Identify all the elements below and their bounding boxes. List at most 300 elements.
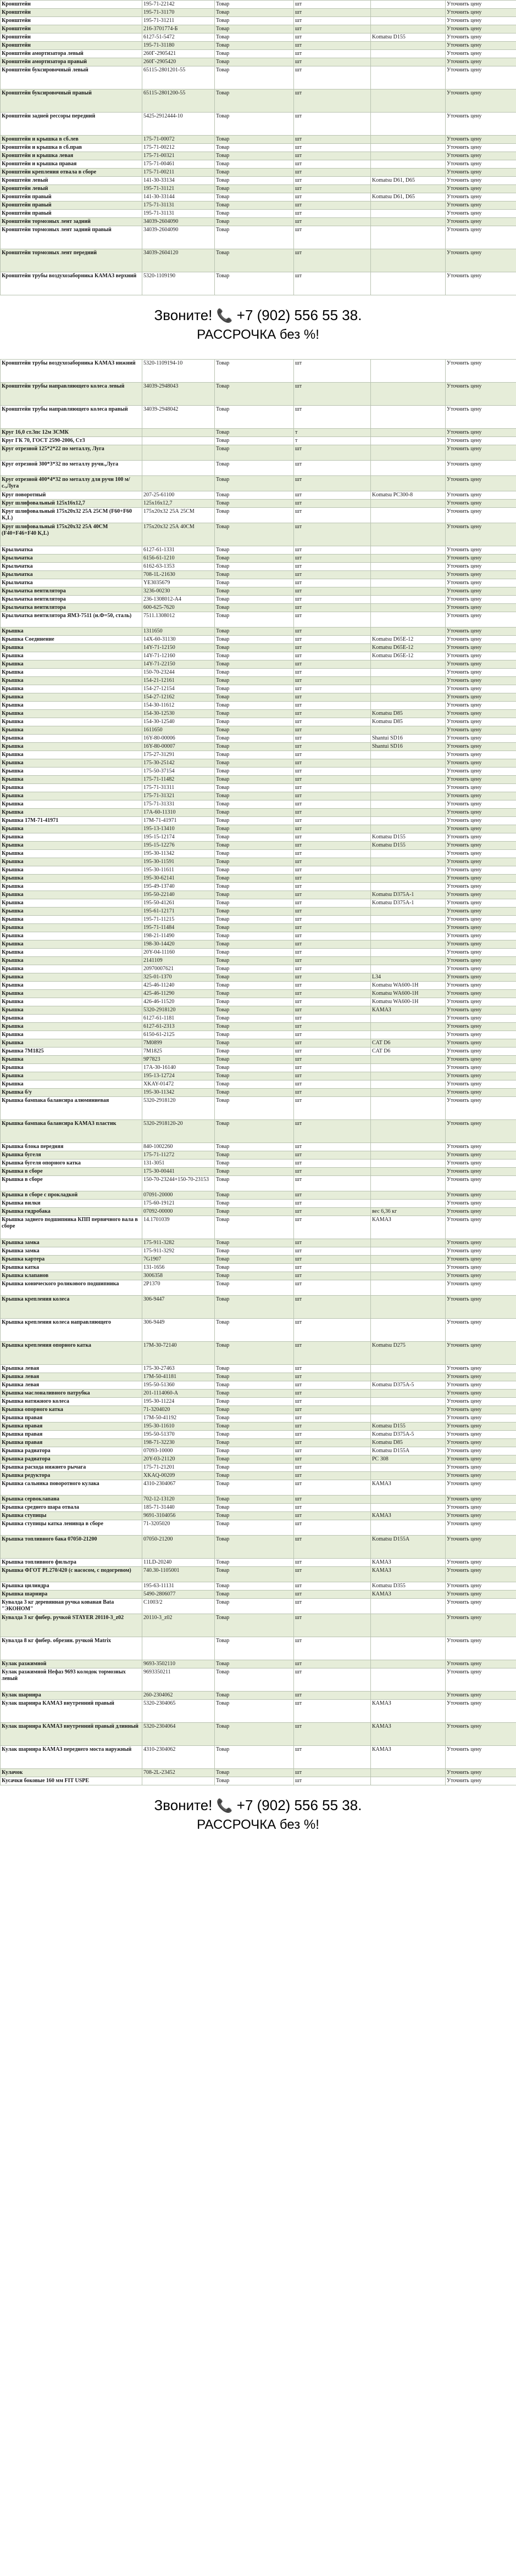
applicability xyxy=(371,702,446,710)
table-row xyxy=(1,1280,516,1296)
price-request-link[interactable]: Уточнить цену xyxy=(446,9,516,17)
price-request-link[interactable]: Уточнить цену xyxy=(446,718,516,726)
price-request-link[interactable]: Уточнить цену xyxy=(446,1439,516,1447)
price-request-link[interactable]: Уточнить цену xyxy=(446,406,516,429)
price-request-link[interactable]: Уточнить цену xyxy=(446,579,516,587)
price-request-link[interactable]: Уточнить цену xyxy=(446,702,516,710)
unit: шт xyxy=(294,1582,371,1591)
price-request-link[interactable]: Уточнить цену xyxy=(446,1031,516,1039)
price-request-link[interactable]: Уточнить цену xyxy=(446,850,516,858)
part-number: 141-30-33134 xyxy=(142,177,215,185)
price-request-link[interactable]: Уточнить цену xyxy=(446,759,516,768)
table-row xyxy=(1,1064,516,1072)
product-name: Крышка расхода нижнего рычага xyxy=(1,1464,142,1472)
item-type: Товар xyxy=(215,1591,294,1599)
product-name: Кронштейн трубы воздухозаборника КАМАЗ верхний xyxy=(1,272,142,295)
price-request-link[interactable]: Уточнить цену xyxy=(446,652,516,660)
table-row xyxy=(1,169,516,177)
price-request-link[interactable]: Уточнить цену xyxy=(446,965,516,973)
applicability xyxy=(371,113,446,136)
unit: шт xyxy=(294,1143,371,1151)
price-request-link[interactable]: Уточнить цену xyxy=(446,1414,516,1423)
price-request-link[interactable]: Уточнить цену xyxy=(446,1496,516,1504)
applicability xyxy=(371,596,446,604)
product-name: Крышка крепления колеса направляющего xyxy=(1,1319,142,1342)
price-request-link[interactable]: Уточнить цену xyxy=(446,908,516,916)
table-row xyxy=(1,1464,516,1472)
price-request-link[interactable]: Уточнить цену xyxy=(446,743,516,751)
applicability xyxy=(371,932,446,940)
price-request-link[interactable]: Уточнить цену xyxy=(446,508,516,523)
product-name: Крышка катка xyxy=(1,1264,142,1272)
price-request-link[interactable]: Уточнить цену xyxy=(446,360,516,383)
product-name: Кронштейн тормозных лент задний правый xyxy=(1,226,142,249)
applicability xyxy=(371,1264,446,1272)
table-row xyxy=(1,1031,516,1039)
applicability: L34 xyxy=(371,973,446,982)
applicability xyxy=(371,940,446,949)
price-request-link[interactable]: Уточнить цену xyxy=(446,1464,516,1472)
product-name: Крыльчатка xyxy=(1,579,142,587)
price-request-link[interactable]: Уточнить цену xyxy=(446,546,516,555)
price-request-link[interactable]: Уточнить цену xyxy=(446,751,516,759)
price-request-link[interactable]: Уточнить цену xyxy=(446,1668,516,1692)
applicability xyxy=(371,185,446,193)
unit: шт xyxy=(294,508,371,523)
item-type: Товар xyxy=(215,1365,294,1373)
part-number: 3236-00230 xyxy=(142,587,215,596)
price-request-link[interactable]: Уточнить цену xyxy=(446,1015,516,1023)
price-request-link[interactable]: Уточнить цену xyxy=(446,1520,516,1536)
applicability xyxy=(371,768,446,776)
unit: шт xyxy=(294,461,371,476)
part-number: 195-71-11215 xyxy=(142,916,215,924)
table-row xyxy=(1,718,516,726)
unit: шт xyxy=(294,9,371,17)
price-request-link[interactable]: Уточнить цену xyxy=(446,858,516,866)
promo-phone[interactable]: +7 (902) 556 55 38. xyxy=(236,1797,362,1813)
price-request-link[interactable]: Уточнить цену xyxy=(446,1769,516,1777)
price-request-link[interactable]: Уточнить цену xyxy=(446,1072,516,1080)
item-type: Товар xyxy=(215,792,294,800)
price-request-link[interactable]: Уточнить цену xyxy=(446,185,516,193)
price-request-link[interactable]: Уточнить цену xyxy=(446,990,516,998)
price-request-link[interactable]: Уточнить цену xyxy=(446,571,516,579)
unit: шт xyxy=(294,1480,371,1496)
price-request-link[interactable]: Уточнить цену xyxy=(446,193,516,201)
item-type: Товар xyxy=(215,555,294,563)
price-request-link[interactable]: Уточнить цену xyxy=(446,136,516,144)
price-request-link[interactable]: Уточнить цену xyxy=(446,555,516,563)
price-request-link[interactable]: Уточнить цену xyxy=(446,726,516,735)
price-request-link[interactable]: Уточнить цену xyxy=(446,1373,516,1381)
unit: шт xyxy=(294,1239,371,1247)
promo-phone[interactable]: +7 (902) 556 55 38. xyxy=(236,307,362,323)
table-row xyxy=(1,113,516,136)
price-request-link[interactable]: Уточнить цену xyxy=(446,924,516,932)
unit: шт xyxy=(294,1080,371,1089)
price-request-link[interactable]: Уточнить цену xyxy=(446,1191,516,1200)
price-request-link[interactable]: Уточнить цену xyxy=(446,1006,516,1015)
item-type: Товар xyxy=(215,809,294,817)
price-request-link[interactable]: Уточнить цену xyxy=(446,1512,516,1520)
price-request-link[interactable]: Уточнить цену xyxy=(446,218,516,226)
price-request-link[interactable]: Уточнить цену xyxy=(446,1048,516,1056)
part-number: 16Y-80-00006 xyxy=(142,735,215,743)
price-request-link[interactable]: Уточнить цену xyxy=(446,177,516,185)
product-name: Крышка в сборе с прокладкой xyxy=(1,1191,142,1200)
price-request-link[interactable]: Уточнить цену xyxy=(446,1536,516,1559)
price-request-link[interactable]: Уточнить цену xyxy=(446,1200,516,1208)
price-request-link[interactable]: Уточнить цену xyxy=(446,833,516,842)
price-request-link[interactable]: Уточнить цену xyxy=(446,825,516,833)
applicability: КАМАЗ xyxy=(371,1567,446,1582)
unit: шт xyxy=(294,875,371,883)
price-request-link[interactable]: Уточнить цену xyxy=(446,33,516,42)
item-type: Товар xyxy=(215,636,294,644)
price-request-link[interactable]: Уточнить цену xyxy=(446,1160,516,1168)
table-row xyxy=(1,1723,516,1746)
table-row xyxy=(1,1660,516,1668)
applicability xyxy=(371,800,446,809)
applicability xyxy=(371,693,446,702)
applicability xyxy=(371,875,446,883)
part-number: 07091-20000 xyxy=(142,1191,215,1200)
applicability xyxy=(371,249,446,272)
price-request-link[interactable]: Уточнить цену xyxy=(446,883,516,891)
price-request-link[interactable]: Уточнить цену xyxy=(446,1660,516,1668)
applicability xyxy=(371,9,446,17)
price-request-link[interactable]: Уточнить цену xyxy=(446,1247,516,1256)
price-request-link[interactable]: Уточнить цену xyxy=(446,445,516,461)
price-request-link[interactable]: Уточнить цену xyxy=(446,1746,516,1769)
price-request-link[interactable]: Уточнить цену xyxy=(446,476,516,491)
product-name: Крышка правая xyxy=(1,1439,142,1447)
table-row xyxy=(1,1692,516,1700)
product-name: Крышка сальника поворотного кулака xyxy=(1,1480,142,1496)
applicability: Komatsu D375A-5 xyxy=(371,1381,446,1390)
price-request-link[interactable]: Уточнить цену xyxy=(446,1319,516,1342)
price-request-link[interactable]: Уточнить цену xyxy=(446,1168,516,1176)
product-name: Кронштейн xyxy=(1,17,142,25)
price-request-link[interactable]: Уточнить цену xyxy=(446,809,516,817)
applicability xyxy=(371,383,446,406)
table-row xyxy=(1,17,516,25)
price-request-link[interactable]: Уточнить цену xyxy=(446,437,516,445)
part-number: 65115-2801200-55 xyxy=(142,89,215,113)
table-row xyxy=(1,1599,516,1614)
price-request-link[interactable]: Уточнить цену xyxy=(446,500,516,508)
price-request-link[interactable]: Уточнить цену xyxy=(446,1423,516,1431)
price-request-link[interactable]: Уточнить цену xyxy=(446,1039,516,1048)
price-request-link[interactable]: Уточнить цену xyxy=(446,461,516,476)
price-request-link[interactable]: Уточнить цену xyxy=(446,768,516,776)
price-request-link[interactable]: Уточнить цену xyxy=(446,669,516,677)
price-request-link[interactable]: Уточнить цену xyxy=(446,800,516,809)
unit: шт xyxy=(294,152,371,160)
price-request-link[interactable]: Уточнить цену xyxy=(446,1700,516,1723)
item-type: Товар xyxy=(215,710,294,718)
price-request-link[interactable]: Уточнить цену xyxy=(446,1582,516,1591)
price-request-link[interactable]: Уточнить цену xyxy=(446,1064,516,1072)
price-request-link[interactable]: Уточнить цену xyxy=(446,1614,516,1637)
price-request-link[interactable]: Уточнить цену xyxy=(446,1777,516,1785)
price-request-link[interactable]: Уточнить цену xyxy=(446,152,516,160)
price-request-link[interactable]: Уточнить цену xyxy=(446,677,516,685)
price-request-link[interactable]: Уточнить цену xyxy=(446,685,516,693)
price-request-link[interactable]: Уточнить цену xyxy=(446,25,516,33)
price-request-link[interactable]: Уточнить цену xyxy=(446,1504,516,1512)
price-request-link[interactable]: Уточнить цену xyxy=(446,1381,516,1390)
unit: шт xyxy=(294,596,371,604)
price-request-link[interactable]: Уточнить цену xyxy=(446,383,516,406)
unit: шт xyxy=(294,1031,371,1039)
price-request-link[interactable]: Уточнить цену xyxy=(446,1120,516,1143)
price-request-link[interactable]: Уточнить цену xyxy=(446,210,516,218)
price-request-link[interactable]: Уточнить цену xyxy=(446,429,516,437)
price-request-link[interactable]: Уточнить цену xyxy=(446,660,516,669)
price-request-link[interactable]: Уточнить цену xyxy=(446,973,516,982)
table-row xyxy=(1,751,516,759)
price-request-link[interactable]: Уточнить цену xyxy=(446,693,516,702)
part-number: 154-30-11612 xyxy=(142,702,215,710)
price-request-link[interactable]: Уточнить цену xyxy=(446,1208,516,1216)
price-request-link[interactable]: Уточнить цену xyxy=(446,842,516,850)
price-request-link[interactable]: Уточнить цену xyxy=(446,1567,516,1582)
price-request-link[interactable]: Уточнить цену xyxy=(446,1239,516,1247)
price-request-link[interactable]: Уточнить цену xyxy=(446,587,516,596)
applicability xyxy=(371,58,446,66)
table-row xyxy=(1,891,516,899)
part-number: 14Y-71-22150 xyxy=(142,660,215,669)
product-name: Кувалда 3 кг деревянная ручка кованая Bata "ЭКОНОМ" xyxy=(1,1599,142,1614)
part-number: 708-1L-21630 xyxy=(142,571,215,579)
item-type: Товар xyxy=(215,25,294,33)
price-request-link[interactable]: Уточнить цену xyxy=(446,1089,516,1097)
applicability: Komatsu D375A-1 xyxy=(371,891,446,899)
part-number: 198-71-32230 xyxy=(142,1439,215,1447)
price-request-link[interactable]: Уточнить цену xyxy=(446,1296,516,1319)
product-name: Крыльчатка xyxy=(1,571,142,579)
price-request-link[interactable]: Уточнить цену xyxy=(446,735,516,743)
price-request-link[interactable]: Уточнить цену xyxy=(446,523,516,546)
price-request-link[interactable]: Уточнить цену xyxy=(446,1216,516,1239)
unit: шт xyxy=(294,726,371,735)
price-request-link[interactable]: Уточнить цену xyxy=(446,249,516,272)
price-request-link[interactable]: Уточнить цену xyxy=(446,636,516,644)
table-row xyxy=(1,875,516,883)
product-name: Крышка вилки xyxy=(1,1200,142,1208)
table-row xyxy=(1,210,516,218)
part-number: 131-1656 xyxy=(142,1264,215,1272)
unit: шт xyxy=(294,784,371,792)
price-request-link[interactable]: Уточнить цену xyxy=(446,710,516,718)
price-request-link[interactable]: Уточнить цену xyxy=(446,1406,516,1414)
table-row xyxy=(1,1097,516,1120)
table-row xyxy=(1,1637,516,1660)
price-request-link[interactable]: Уточнить цену xyxy=(446,1,516,9)
table-row xyxy=(1,406,516,429)
part-number: 6127-51-5472 xyxy=(142,33,215,42)
applicability: CAT D6 xyxy=(371,1048,446,1056)
price-request-link[interactable]: Уточнить цену xyxy=(446,644,516,652)
price-request-link[interactable]: Уточнить цену xyxy=(446,144,516,152)
item-type: Товар xyxy=(215,571,294,579)
unit: шт xyxy=(294,1769,371,1777)
price-request-link[interactable]: Уточнить цену xyxy=(446,1023,516,1031)
unit: шт xyxy=(294,177,371,185)
unit: шт xyxy=(294,491,371,500)
item-type: Товар xyxy=(215,1439,294,1447)
price-request-link[interactable]: Уточнить цену xyxy=(446,1056,516,1064)
product-name: Крышка бугеля xyxy=(1,1151,142,1160)
unit: шт xyxy=(294,693,371,702)
price-request-link[interactable]: Уточнить цену xyxy=(446,982,516,990)
part-number: 260-2304062 xyxy=(142,1692,215,1700)
price-request-link[interactable]: Уточнить цену xyxy=(446,1637,516,1660)
price-request-link[interactable]: Уточнить цену xyxy=(446,1455,516,1464)
price-request-link[interactable]: Уточнить цену xyxy=(446,891,516,899)
table-row xyxy=(1,437,516,445)
table-row xyxy=(1,1216,516,1239)
price-request-link[interactable]: Уточнить цену xyxy=(446,42,516,50)
applicability xyxy=(371,360,446,383)
price-request-link[interactable]: Уточнить цену xyxy=(446,817,516,825)
price-request-link[interactable]: Уточнить цену xyxy=(446,1143,516,1151)
price-request-link[interactable]: Уточнить цену xyxy=(446,596,516,604)
product-name: Кронштейн амортизатора правый xyxy=(1,58,142,66)
part-number: 195-71-31170 xyxy=(142,9,215,17)
price-request-link[interactable]: Уточнить цену xyxy=(446,1342,516,1365)
price-request-link[interactable]: Уточнить цену xyxy=(446,1365,516,1373)
price-request-link[interactable]: Уточнить цену xyxy=(446,1447,516,1455)
price-request-link[interactable]: Уточнить цену xyxy=(446,66,516,89)
price-request-link[interactable]: Уточнить цену xyxy=(446,916,516,924)
unit: шт xyxy=(294,850,371,858)
price-request-link[interactable]: Уточнить цену xyxy=(446,160,516,169)
applicability: Komatsu WA600-1H xyxy=(371,998,446,1006)
price-request-link[interactable]: Уточнить цену xyxy=(446,89,516,113)
applicability xyxy=(371,1056,446,1064)
table-row xyxy=(1,965,516,973)
price-request-link[interactable]: Уточнить цену xyxy=(446,563,516,571)
unit: шт xyxy=(294,1151,371,1160)
part-number: 7G1907 xyxy=(142,1256,215,1264)
price-request-link[interactable]: Уточнить цену xyxy=(446,957,516,965)
unit: шт xyxy=(294,1692,371,1700)
item-type: Товар xyxy=(215,169,294,177)
product-name: Крышка ФГОТ PL270/420 (с насосом, с подогревом) xyxy=(1,1567,142,1582)
price-request-link[interactable]: Уточнить цену xyxy=(446,1599,516,1614)
price-request-link[interactable]: Уточнить цену xyxy=(446,932,516,940)
price-request-link[interactable]: Уточнить цену xyxy=(446,792,516,800)
price-request-link[interactable]: Уточнить цену xyxy=(446,949,516,957)
price-request-link[interactable]: Уточнить цену xyxy=(446,1559,516,1567)
product-name: Крышка 17M-71-41971 xyxy=(1,817,142,825)
table-row xyxy=(1,1520,516,1536)
applicability: Komatsu D155A xyxy=(371,1536,446,1559)
applicability xyxy=(371,1151,446,1160)
product-name: Крышка xyxy=(1,990,142,998)
unit: шт xyxy=(294,1342,371,1365)
price-request-link[interactable]: Уточнить цену xyxy=(446,17,516,25)
table-row xyxy=(1,136,516,144)
price-request-link[interactable]: Уточнить цену xyxy=(446,998,516,1006)
price-request-link[interactable]: Уточнить цену xyxy=(446,1256,516,1264)
price-request-link[interactable]: Уточнить цену xyxy=(446,1692,516,1700)
unit: шт xyxy=(294,169,371,177)
product-name: Крышка xyxy=(1,628,142,636)
product-name: Круг отрезной 300*3*32 по металлу ручн.,Луга xyxy=(1,461,142,476)
price-request-link[interactable]: Уточнить цену xyxy=(446,784,516,792)
unit: шт xyxy=(294,17,371,25)
price-request-link[interactable]: Уточнить цену xyxy=(446,1398,516,1406)
product-name: Круг отрезной 125*2*22 по металлу, Луга xyxy=(1,445,142,461)
unit: шт xyxy=(294,1247,371,1256)
price-request-link[interactable]: Уточнить цену xyxy=(446,1264,516,1272)
applicability xyxy=(371,866,446,875)
applicability: Komatsu D65E-12 xyxy=(371,636,446,644)
applicability xyxy=(371,883,446,891)
price-request-link[interactable]: Уточнить цену xyxy=(446,1272,516,1280)
part-number: 175-71-11272 xyxy=(142,1151,215,1160)
table-row xyxy=(1,1431,516,1439)
price-request-link[interactable]: Уточнить цену xyxy=(446,1431,516,1439)
part-number: 195-50-51370 xyxy=(142,1431,215,1439)
product-name: Кронштейн трубы воздухозаборника КАМАЗ нижний xyxy=(1,360,142,383)
price-request-link[interactable]: Уточнить цену xyxy=(446,628,516,636)
price-request-link[interactable]: Уточнить цену xyxy=(446,940,516,949)
price-request-link[interactable]: Уточнить цену xyxy=(446,866,516,875)
item-type: Товар xyxy=(215,445,294,461)
price-request-link[interactable]: Уточнить цену xyxy=(446,1390,516,1398)
price-request-link[interactable]: Уточнить цену xyxy=(446,1723,516,1746)
price-request-link[interactable]: Уточнить цену xyxy=(446,201,516,210)
table-row xyxy=(1,899,516,908)
price-request-link[interactable]: Уточнить цену xyxy=(446,612,516,628)
part-number: 6127-61-1331 xyxy=(142,546,215,555)
price-request-link[interactable]: Уточнить цену xyxy=(446,899,516,908)
price-request-link[interactable]: Уточнить цену xyxy=(446,776,516,784)
price-request-link[interactable]: Уточнить цену xyxy=(446,491,516,500)
price-request-link[interactable]: Уточнить цену xyxy=(446,50,516,58)
product-name: Крышка среднего шара отвала xyxy=(1,1504,142,1512)
item-type: Товар xyxy=(215,924,294,932)
price-request-link[interactable]: Уточнить цену xyxy=(446,169,516,177)
price-request-link[interactable]: Уточнить цену xyxy=(446,1176,516,1191)
applicability xyxy=(371,1080,446,1089)
applicability xyxy=(371,1168,446,1176)
price-request-link[interactable]: Уточнить цену xyxy=(446,226,516,249)
price-request-link[interactable]: Уточнить цену xyxy=(446,1280,516,1296)
price-request-link[interactable]: Уточнить цену xyxy=(446,272,516,295)
price-request-link[interactable]: Уточнить цену xyxy=(446,1591,516,1599)
product-name: Крышка xyxy=(1,809,142,817)
price-request-link[interactable]: Уточнить цену xyxy=(446,1151,516,1160)
price-request-link[interactable]: Уточнить цену xyxy=(446,1080,516,1089)
price-request-link[interactable]: Уточнить цену xyxy=(446,113,516,136)
price-request-link[interactable]: Уточнить цену xyxy=(446,1472,516,1480)
price-request-link[interactable]: Уточнить цену xyxy=(446,604,516,612)
price-request-link[interactable]: Уточнить цену xyxy=(446,875,516,883)
price-request-link[interactable]: Уточнить цену xyxy=(446,58,516,66)
unit: шт xyxy=(294,1512,371,1520)
price-request-link[interactable]: Уточнить цену xyxy=(446,1097,516,1120)
product-name: Крышка правая xyxy=(1,1414,142,1423)
price-request-link[interactable]: Уточнить цену xyxy=(446,1480,516,1496)
part-number: 07092-00000 xyxy=(142,1208,215,1216)
applicability xyxy=(371,546,446,555)
